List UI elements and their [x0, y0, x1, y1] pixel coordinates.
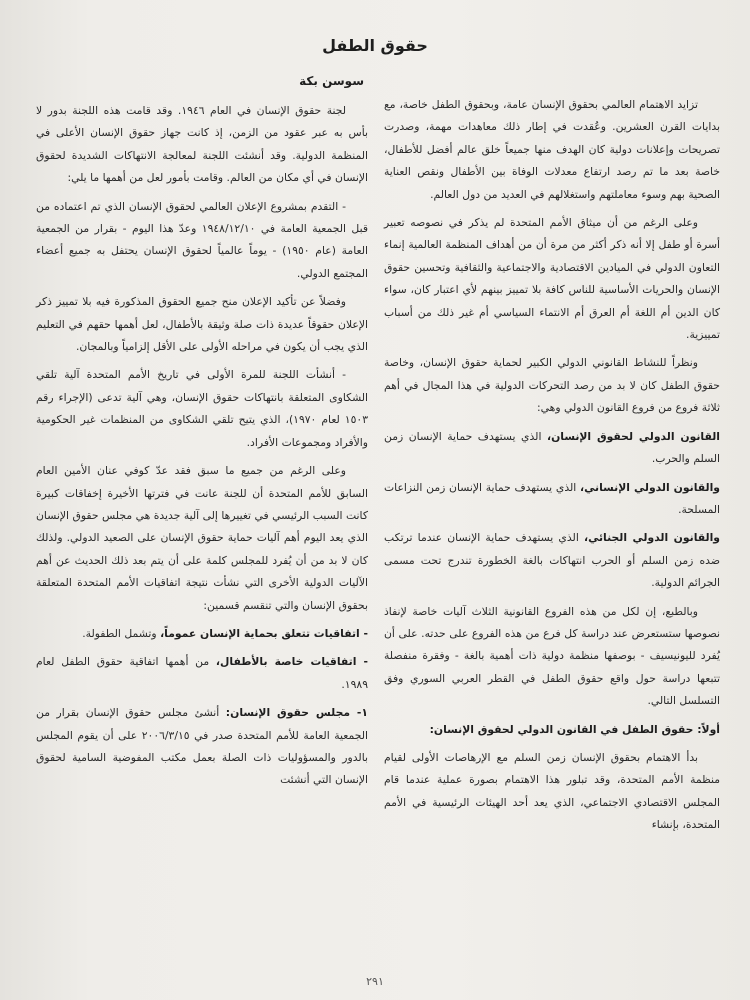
paragraph — [384, 212, 720, 346]
paragraph-text: من أهمها اتفاقية حقوق الطفل لعام ١٩٨٩. — [36, 655, 368, 691]
paragraph-heading: أولاً: حقوق الطفل في القانون الدولي لحقوق الإنسان: — [429, 722, 720, 736]
paragraph — [384, 719, 720, 741]
author-name: سوسن بكة — [299, 74, 364, 88]
article-title: حقوق الطفل — [322, 36, 428, 55]
paragraph-heading: القانون الدولي لحقوق الإنسان، — [546, 429, 720, 443]
paragraph-text: تزايد الاهتمام العالمي بحقوق الإنسان عامة، وبحقوق الطفل خاصة، مع بدايات القرن العشرين. وعُقدت في إطار ذلك معاهدات مهمة، وصدرت تصريحات وإعلانات دولية كان الهدف منها جميعاً خلق عالم أفضل للأطفال، خاصة بعد ما تم رصد ارتفاع معدلات الوفاة بين الأطفال ونقص العناية الصحية بهم وسوء معاملتهم واستغلالهم في العديد من دول العالم. — [384, 98, 720, 201]
left-column — [36, 100, 368, 798]
paragraph-text: - أنشأت اللجنة للمرة الأولى في تاريخ الأمم المتحدة آلية تلقي الشكاوى المتعلقة بانتهاكات حقوق الإنسان، وهي آلية تدعى (الإجراء رقم ١٥٠٣ لعام ١٩٧٠)، الذي يتيح تلقي الشكاوى من المنظمات غير الحكومية والأفراد ومجموعات الأفراد. — [36, 368, 368, 449]
paragraph-text: الذي يستهدف حماية الإنسان عندما ترتكب ضده زمن السلم أو الحرب انتهاكات بالغة الخطورة تندرج تحت مسمى الجرائم الدولية. — [384, 531, 720, 590]
paragraph-text: أنشئ مجلس حقوق الإنسان بقرار من الجمعية العامة للأمم المتحدة صدر في ٢٠٠٦/٣/١٥ على أن يقوم المجلس بالدور والمسؤوليات ذات الصلة بعمل مكتب المفوضية السامية لحقوق الإنسان التي أنشئت — [36, 706, 368, 787]
paragraph-text: بدأ الاهتمام بحقوق الإنسان زمن السلم مع الإرهاصات الأولى لقيام منظمة الأمم المتحدة، وقد تبلور هذا الاهتمام بصورة عملية عندما قام المجلس الاقتصادي الاجتماعي، الذي يعد أحد الهيئات الرئيسية في الأمم المتحدة، بإنشاء — [384, 750, 720, 832]
paragraph-text: - التقدم بمشروع الإعلان العالمي لحقوق الإنسان الذي تم اعتماده من قبل الجمعية العامة في ١٩٤٨/١٢/١٠ وعدّ هذا اليوم - بقرار من الجمعية العامة (عام ١٩٥٠) - يوماً عالمياً لحقوق الإنسان يحتفل به جميع أعضاء المجتمع الدولي. — [36, 199, 369, 280]
right-column — [384, 94, 720, 843]
paragraph-text: لجنة حقوق الإنسان في العام ١٩٤٦. وقد قامت هذه اللجنة بدور لا بأس به عبر عقود من الزمن، إذ كانت جهاز حقوق الإنسان الأعلى في المنظمة الدولية. وقد أنشئت اللجنة لمعالجة الانتهاكات الشديدة لحقوق الإنسان في أي مكان من العالم. وقامت بأمور لعل من أهمها ما يلي: — [36, 104, 368, 185]
paragraph-text: الذي يستهدف حماية الإنسان زمن النزاعات المسلحة. — [384, 480, 720, 516]
page-number: ٢٩١ — [366, 975, 384, 988]
paragraph-heading: والقانون الدولي الجنائي، — [583, 531, 720, 545]
paragraph — [384, 527, 720, 594]
paragraph — [36, 623, 368, 645]
paragraph-heading: - اتفاقيات تتعلق بحماية الإنسان عموماً، — [160, 626, 368, 640]
paragraph-text: وعلى الرغم من أن ميثاق الأمم المتحدة لم يذكر في نصوصه تعبير أسرة أو طفل إلا أنه ذكر أكثر من مرة أن من أهداف المنظمة العالمية إنماء التعاون الدولي في الميادين الاقتصادية والاجتماعية والثقافية وتحسين حقوق الإنسان والحريات الأساسية للناس كافة بلا تمييز بينهم لأي اعتبار كان، سواء كان الدين أم اللغة أم العرق أم الانتماء السياسي أم غير ذلك من أسباب تمييزية. — [384, 216, 720, 342]
paragraph-text: الذي يستهدف حماية الإنسان زمن السلم والحرب. — [384, 429, 720, 466]
paragraph — [36, 651, 368, 696]
paragraph — [384, 426, 720, 471]
paragraph — [36, 196, 368, 286]
paragraph — [384, 747, 720, 837]
paragraph — [36, 460, 368, 617]
paragraph — [384, 352, 720, 419]
paragraph — [36, 291, 368, 358]
paragraph — [384, 94, 720, 206]
paragraph-heading: والقانون الدولي الإنساني، — [580, 480, 721, 494]
paragraph-heading: ١- مجلس حقوق الإنسان: — [225, 706, 368, 720]
paragraph-text: وفضلاً عن تأكيد الإعلان منح جميع الحقوق المذكورة فيه بلا تمييز ذكر الإعلان حقوقاً عديدة ذات صلة وثيقة بالأطفال، لعل أهمها حقهم في التعليم الذي يجب أن يكون في مراحله الأولى على الأقل إلزامياً وبالمجان. — [36, 295, 368, 354]
paragraph — [384, 601, 720, 713]
paragraph-heading: - اتفاقيات خاصة بالأطفال، — [215, 655, 368, 669]
paragraph — [36, 702, 368, 792]
paragraph-text: ونظراً للنشاط القانوني الدولي الكبير لحماية حقوق الإنسان، وخاصة حقوق الطفل كان لا بد من رصد التحركات الدولية في هذا المجال في أهم ثلاثة فروع من فروع القانون الدولي وهي: — [384, 356, 720, 415]
paragraph — [36, 100, 368, 190]
paragraph — [36, 364, 368, 454]
paragraph-text: وتشمل الطفولة. — [82, 626, 157, 640]
paragraph — [384, 477, 720, 522]
paragraph-text: وبالطبع، إن لكل من هذه الفروع القانونية الثلاث آليات خاصة لإنفاذ نصوصها ستستعرض عند دراسة كل فرع من هذه الفروع على حدته. على أن يُفرد لليونيسيف - بوصفها منظمة دولية ذات أهمية بالغة - وفقرة منفصلة تتبعها دراسة حول واقع حقوق الطفل في القطر العربي السوري وفق التسلسل التالي. — [384, 604, 720, 708]
paragraph-text: وعلى الرغم من جميع ما سبق فقد عدّ كوفي عنان الأمين العام السابق للأمم المتحدة أن للجنة عانت في فترتها الأخيرة إخفاقات كبيرة كانت السبب الرئيسي في تغييرها إلى آلية جديدة هي مجلس حقوق الإنسان الذي يعد اليوم أهم آليات حماية حقوق الإنسان على الصعيد الدولي. ولذلك كان لا بد من أن يُفرد للمجلس كلمة على أن يتم بعد ذلك الحديث عن أهم الآليات الدولية الأخرى التي نشأت نتيجة اتفاقيات الأمم المتحدة المتعلقة بحقوق الإنسان والتي تنقسم قسمين: — [36, 464, 368, 612]
